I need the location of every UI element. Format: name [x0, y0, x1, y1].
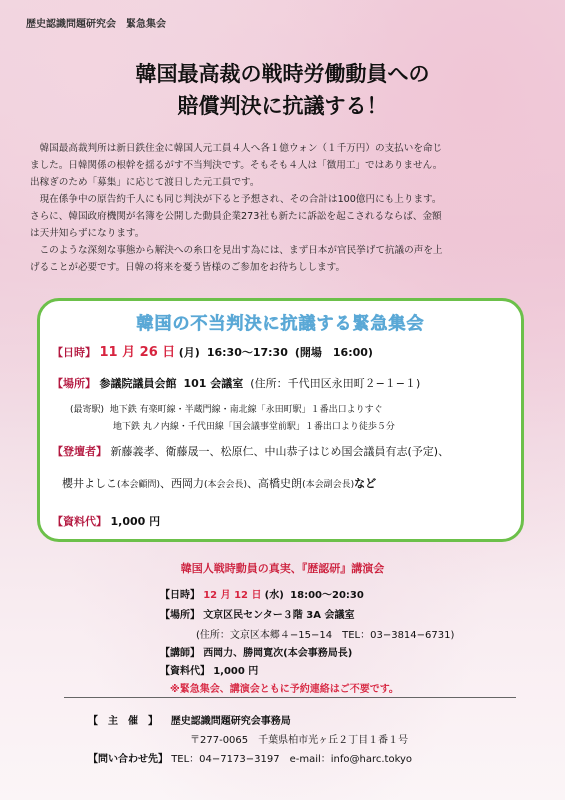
- organizer-header: 歴史認識問題研究会 緊急集会: [26, 19, 166, 30]
- rally-station-row-1: [70, 402, 383, 415]
- rally-station-line-2: 地下鉄 丸ノ内線・千代田線「国会議事堂前駅」１番出口より徒歩５分: [113, 422, 395, 432]
- rally-title: 韓国の不当判決に抗議する緊急集会: [136, 314, 425, 334]
- reservation-note-text: ※緊急集会、講演会ともに予約連絡はご不要です。: [170, 684, 399, 695]
- intro-line: 出稼ぎのため「募集」に応じて渡日した元工員です。: [30, 177, 260, 188]
- lecture-date-row: [160, 586, 364, 601]
- intro-line: げることが必要です。日韓の将来を憂う皆様のご参加をお待ちしします。: [30, 262, 346, 273]
- lecture-date-dow: (水): [264, 590, 284, 601]
- footer-host-row: [88, 712, 291, 727]
- intro-line: さらに、韓国政府機関が名簿を公開した動員企業273社も新たに訴訟を起こされるならば、金額: [30, 211, 442, 222]
- rally-speaker-nishioka: 、西岡力: [160, 477, 205, 490]
- intro-line: 現在係争中の原告約千人にも同じ判決が下ると予想され、その合計は100億円にも上ります。: [30, 194, 442, 205]
- lecture-place-address: (住所：文京区本郷４−15−14 TEL：03−3814−6731): [196, 630, 455, 641]
- lecture-address-row: [196, 626, 454, 641]
- rally-speaker-takahashi-role: (本会副会長): [302, 480, 355, 490]
- title-line-2: 賠償判決に抗議する！: [177, 93, 388, 118]
- lecture-fee-label: 【資料代】: [160, 666, 210, 677]
- title-line-1: 韓国最高裁の戦時労働動員への: [135, 61, 430, 86]
- footer-contact-label: 【問い合わせ先】: [88, 754, 168, 765]
- reservation-note: [170, 680, 399, 695]
- lecture-place-label: 【場所】: [160, 610, 200, 621]
- lecture-speaker-row: [160, 644, 352, 659]
- rally-station-line-1: 地下鉄 有楽町線・半蔵門線・南北線「永田町駅」１番出口よりすぐ: [109, 405, 383, 415]
- lecture-title: 韓国人戦時動員の真実、『歴認研』講演会: [180, 562, 385, 575]
- rally-place-label: 【場所】: [52, 377, 96, 390]
- rally-speakers-line-1: 新藤義孝、衛藤晟一、松原仁、中山恭子はじめ国会議員有志(予定)、: [110, 445, 450, 458]
- intro-line: は天井知らずになります。: [30, 228, 145, 239]
- rally-place-name: 参議院議員会館: [99, 377, 177, 390]
- rally-speaker-sakurai-role: (本会顧問): [117, 480, 161, 490]
- lecture-date-time: 18:00～20:30: [290, 590, 364, 601]
- rally-info-box: [37, 298, 524, 542]
- intro-line: 韓国最高裁判所は新日鉄住金に韓国人元工員４人へ各１億ウォン（１千万円）の支払いを命じ: [30, 143, 443, 154]
- lecture-speaker-label: 【講師】: [160, 648, 200, 659]
- rally-speakers-label: 【登壇者】: [52, 445, 107, 458]
- footer-postal: 〒277-0065 千葉県柏市光ヶ丘２丁目１番１号: [190, 735, 409, 746]
- lecture-date-value: 12 月 12 日: [203, 590, 262, 601]
- footer-contact-row: [88, 750, 412, 765]
- rally-speaker-takahashi: 、高橋史朗: [247, 477, 303, 490]
- rally-station-label: (最寄駅): [70, 405, 105, 415]
- lecture-place-row: [160, 606, 354, 621]
- rally-date-time: 16:30～17:30: [206, 346, 288, 359]
- rally-fee-row: [52, 513, 160, 529]
- rally-date-label: 【日時】: [52, 346, 96, 359]
- footer-host-value: 歴史認識問題研究会事務局: [170, 716, 291, 727]
- intro-line: このような深刻な事態から解決への糸口を見出す為には、まず日本が官民挙げて抗議の声を上: [30, 245, 443, 256]
- rally-speaker-sakurai: 櫻井よしこ: [62, 477, 117, 490]
- rally-speakers-row-2: [62, 475, 376, 491]
- rally-speaker-nishioka-role: (本会会長): [204, 480, 248, 490]
- rally-fee-label: 【資料代】: [52, 515, 107, 528]
- footer-contact-value: TEL：04−7173−3197 e-mail：info@harc.tokyo: [171, 754, 413, 765]
- rally-date-open: (開場 16:00): [294, 346, 373, 359]
- footer-divider: [64, 697, 516, 698]
- footer-host-label: 【 主 催 】: [88, 716, 158, 727]
- lecture-speaker-value: 西岡力、勝岡寛次(本会事務局長): [203, 648, 353, 659]
- intro-text: [30, 140, 540, 276]
- rally-fee-value: 1,000 円: [110, 515, 161, 528]
- rally-date-value: 11 月 26 日: [99, 345, 176, 360]
- lecture-date-label: 【日時】: [160, 590, 200, 601]
- rally-date-dow: (月): [178, 346, 200, 359]
- rally-speaker-etc: など: [354, 477, 377, 490]
- rally-place-address: (住所：千代田区永田町２−１−１): [250, 377, 421, 390]
- footer-postal-row: [190, 731, 408, 746]
- lecture-place-value: 文京区民センター３階 3A 会議室: [203, 610, 355, 621]
- rally-date-row: [52, 341, 373, 360]
- intro-line: ました。日韓関係の根幹を揺るがす不当判決です。そもそも４人は「徴用工」ではありません。: [30, 160, 443, 171]
- rally-place-room: 101 会議室: [183, 377, 244, 390]
- lecture-fee-value: 1,000 円: [213, 666, 259, 677]
- rally-station-row-2: [113, 419, 395, 432]
- rally-speakers-row-1: [52, 443, 449, 459]
- rally-place-row: [52, 375, 420, 391]
- lecture-fee-row: [160, 662, 258, 677]
